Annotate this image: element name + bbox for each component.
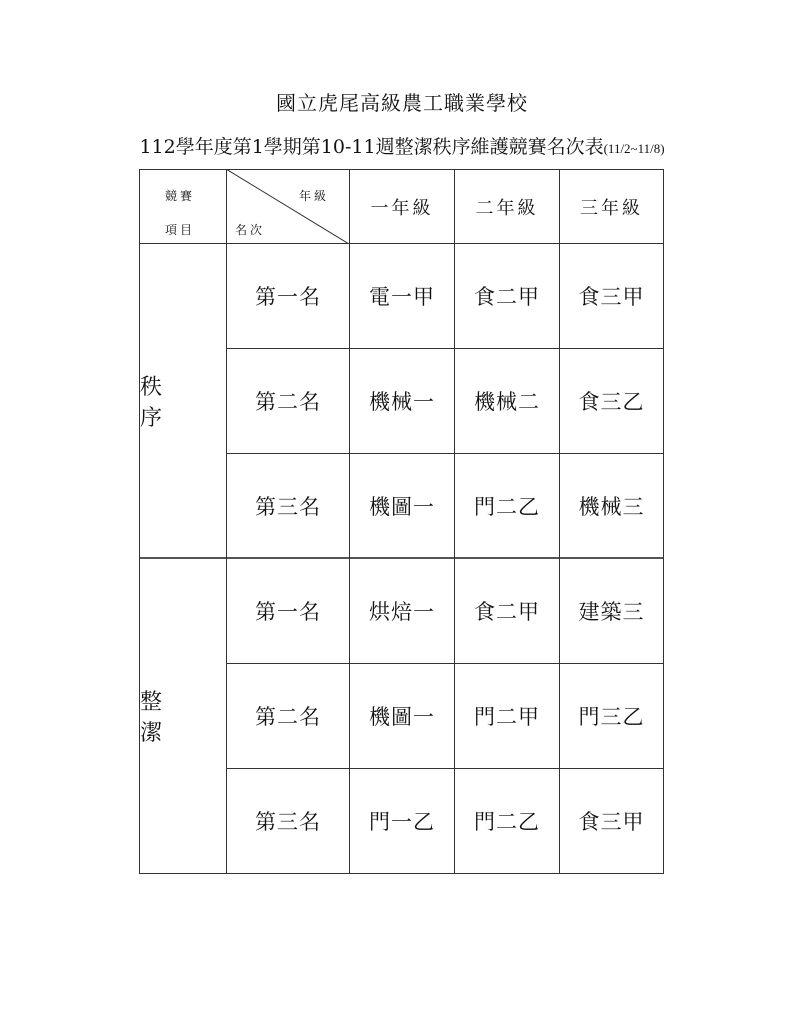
class-cell: 食三甲 [578, 285, 645, 309]
class-cell: 食三乙 [578, 390, 645, 414]
rank-label: 第二名 [255, 390, 321, 414]
class-cell: 食二甲 [474, 285, 540, 309]
class-cell: 門三乙 [578, 705, 645, 729]
class-cell: 電一甲 [369, 285, 435, 309]
table-subtitle [0, 132, 804, 162]
class-cell: 門二乙 [474, 494, 540, 519]
header-item-label: 項目 [165, 223, 196, 237]
rank-label: 第二名 [255, 705, 321, 729]
ranking-table [139, 169, 664, 874]
header-grade-label: 年級 [299, 189, 330, 203]
class-cell: 烘焙一 [369, 600, 435, 624]
class-cell: 機械二 [474, 390, 540, 414]
category-cleanliness: 整 潔 [140, 690, 175, 746]
rank-label: 第一名 [255, 285, 321, 309]
class-cell: 食三甲 [578, 810, 645, 834]
date-range: (11/2~11/8) [603, 141, 665, 156]
class-cell: 機圖一 [369, 705, 435, 729]
class-cell: 門二乙 [474, 810, 540, 834]
header-competition-label: 競賽 [165, 189, 196, 203]
class-cell: 食二甲 [474, 600, 540, 624]
rank-label: 第一名 [255, 600, 321, 624]
table-border-right [663, 169, 664, 874]
subtitle-main: 112學年度第1學期第10-11週整潔秩序維護競賽名次表 [139, 136, 604, 158]
class-cell: 機圖一 [369, 494, 435, 519]
header-rank-label: 名次 [235, 223, 266, 237]
grade-header-1: 一年級 [370, 197, 434, 219]
class-cell: 門一乙 [369, 810, 435, 834]
grade-header-3: 三年級 [580, 197, 643, 219]
rank-label: 第三名 [255, 810, 321, 834]
class-cell: 機械一 [369, 390, 435, 414]
class-cell: 建築三 [578, 600, 645, 624]
category-order: 秩 序 [140, 374, 175, 431]
class-cell: 機械三 [578, 494, 645, 519]
class-cell: 門二甲 [474, 705, 540, 729]
school-title: 國立虎尾高級農工職業學校 [276, 91, 528, 115]
table-border-bottom [139, 873, 664, 874]
grade-header-2: 二年級 [475, 197, 539, 219]
rank-label: 第三名 [255, 494, 321, 519]
